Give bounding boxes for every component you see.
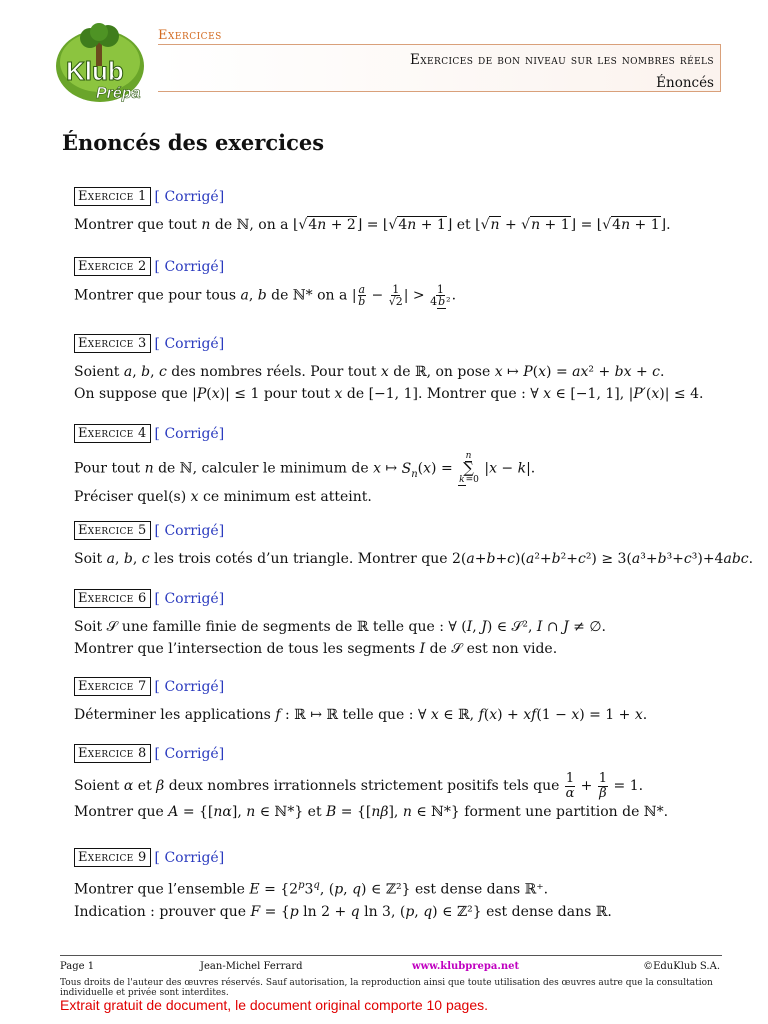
exercise-statement: Indication : prouver que F = {p ln 2 + q ln 3, (p, q) ∈ ℤ²} est dense dans ℝ. <box>74 903 612 920</box>
exercise-9 <box>74 848 734 923</box>
exercise-statement: Montrer que l’ensemble $E = \{2^p3^q$, (p, q) ∈ ℤ²} est dense dans ℝ⁺. <box>74 880 549 898</box>
exercise-label: Exercice 5 <box>74 521 151 540</box>
exercise-label: Exercice 6 <box>74 589 151 608</box>
exercise-statement: Soit 𝒮 une famille finie de segments de ℝ telle que : ∀ (I, J) ∈ 𝒮², I ∩ J ≠ ∅. <box>74 619 606 635</box>
exercise-statement: Soient α et β deux nombres irrationnels strictement positifs tels que $\frac{1}{\alpha}$ + $\frac{1}{\beta}$ = 1. <box>74 770 644 801</box>
exercise-4 <box>74 424 734 508</box>
exercise-statement: Montrer que tout n de ℕ, on a ⌊√4n + 2⌋ = ⌊√4n + 1⌋ et ⌊√n + √n + 1⌋ = ⌊√4n + 1⌋. <box>74 217 671 233</box>
exercise-statement: On suppose que |P(x)| ≤ 1 pour tout x de [−1, 1]. Montrer que : ∀ x ∈ [−1, 1], |P′(x)| ≤ 4. <box>74 386 704 402</box>
corrige-link[interactable]: [ Corrigé] <box>154 522 225 539</box>
corrige-link[interactable]: [ Corrigé] <box>154 425 225 442</box>
exercise-label: Exercice 7 <box>74 677 151 696</box>
exercise-statement: Déterminer les applications f : ℝ ↦ ℝ telle que : ∀ x ∈ ℝ, f(x) + xf(1 − x) = 1 + x. <box>74 707 648 723</box>
page-title: Énoncés des exercices <box>62 130 325 155</box>
corrige-link[interactable]: [ Corrigé] <box>154 678 225 695</box>
corrige-link[interactable]: [ Corrigé] <box>154 849 225 866</box>
footer-notice: Tous droits de l'auteur des œuvres réservés. Sauf autorisation, la reproduction ainsi que toute utilisation des œuvres autre que la consultation individuelle et privée sont interdites. <box>60 978 713 998</box>
exercise-statement: Soient a, b, c des nombres réels. Pour tout x de ℝ, on pose x ↦ P(x) = ax² + bx + c. <box>74 364 665 380</box>
klubprepa-logo <box>52 22 148 104</box>
exercise-label: Exercice 2 <box>74 257 151 276</box>
svg-text:Prépa: Prépa <box>96 85 141 102</box>
footer-divider <box>60 955 722 956</box>
svg-text:Klub: Klub <box>66 56 124 86</box>
corrige-link[interactable]: [ Corrigé] <box>154 745 225 762</box>
exercise-label: Exercice 8 <box>74 744 151 763</box>
corrige-link[interactable]: [ Corrigé] <box>154 188 225 205</box>
corrige-link[interactable]: [ Corrigé] <box>154 590 225 607</box>
exercise-6 <box>74 589 734 660</box>
exercise-statement: Soit a, b, c les trois cotés d’un triangle. Montrer que 2(a+b+c)(a²+b²+c²) ≥ 3(a³+b³+c³)+4abc. <box>74 551 754 567</box>
footer-author: Jean-Michel Ferrard <box>200 961 303 972</box>
exercise-8 <box>74 744 734 823</box>
exercise-statement: Montrer que l’intersection de tous les segments I de 𝒮 est non vide. <box>74 641 558 657</box>
header-section: Exercices <box>158 28 222 43</box>
footer-url[interactable]: www.klubprepa.net <box>412 961 520 972</box>
exercise-statement: Montrer que A = {[nα], n ∈ ℕ*} et B = {[nβ], n ∈ ℕ*} forment une partition de ℕ*. <box>74 804 669 820</box>
corrige-link[interactable]: [ Corrigé] <box>154 258 225 275</box>
exercise-7 <box>74 677 734 726</box>
header-box <box>158 44 721 92</box>
watermark-notice: Extrait gratuit de document, le document original comporte 10 pages. <box>60 997 489 1013</box>
exercise-statement: Pour tout n de ℕ, calculer le minimum de x ↦ $S_n(x)$ = n ∑ k=0 |x − k|. <box>74 451 536 485</box>
exercise-label: Exercice 9 <box>74 848 151 867</box>
exercise-label: Exercice 1 <box>74 187 151 206</box>
exercise-1 <box>74 187 734 236</box>
header-subtitle: Énoncés <box>656 75 714 91</box>
footer-page: Page 1 <box>60 961 95 972</box>
exercise-3 <box>74 334 734 405</box>
exercise-2 <box>74 257 734 307</box>
footer-copyright: ©EduKlub S.A. <box>643 961 720 972</box>
exercise-statement: Préciser quel(s) x ce minimum est atteint. <box>74 489 372 505</box>
exercise-label: Exercice 3 <box>74 334 151 353</box>
corrige-link[interactable]: [ Corrigé] <box>154 335 225 352</box>
exercise-statement: Montrer que pour tous a, b de ℕ* on a | $\frac{a}{b}$ − $\frac{1}{√2}$ | > $\frac{1}{\text{4b²}}$ . <box>74 283 457 308</box>
exercise-label: Exercice 4 <box>74 424 151 443</box>
exercise-5 <box>74 521 754 570</box>
header-title: Exercices de bon niveau sur les nombres réels <box>409 52 714 68</box>
